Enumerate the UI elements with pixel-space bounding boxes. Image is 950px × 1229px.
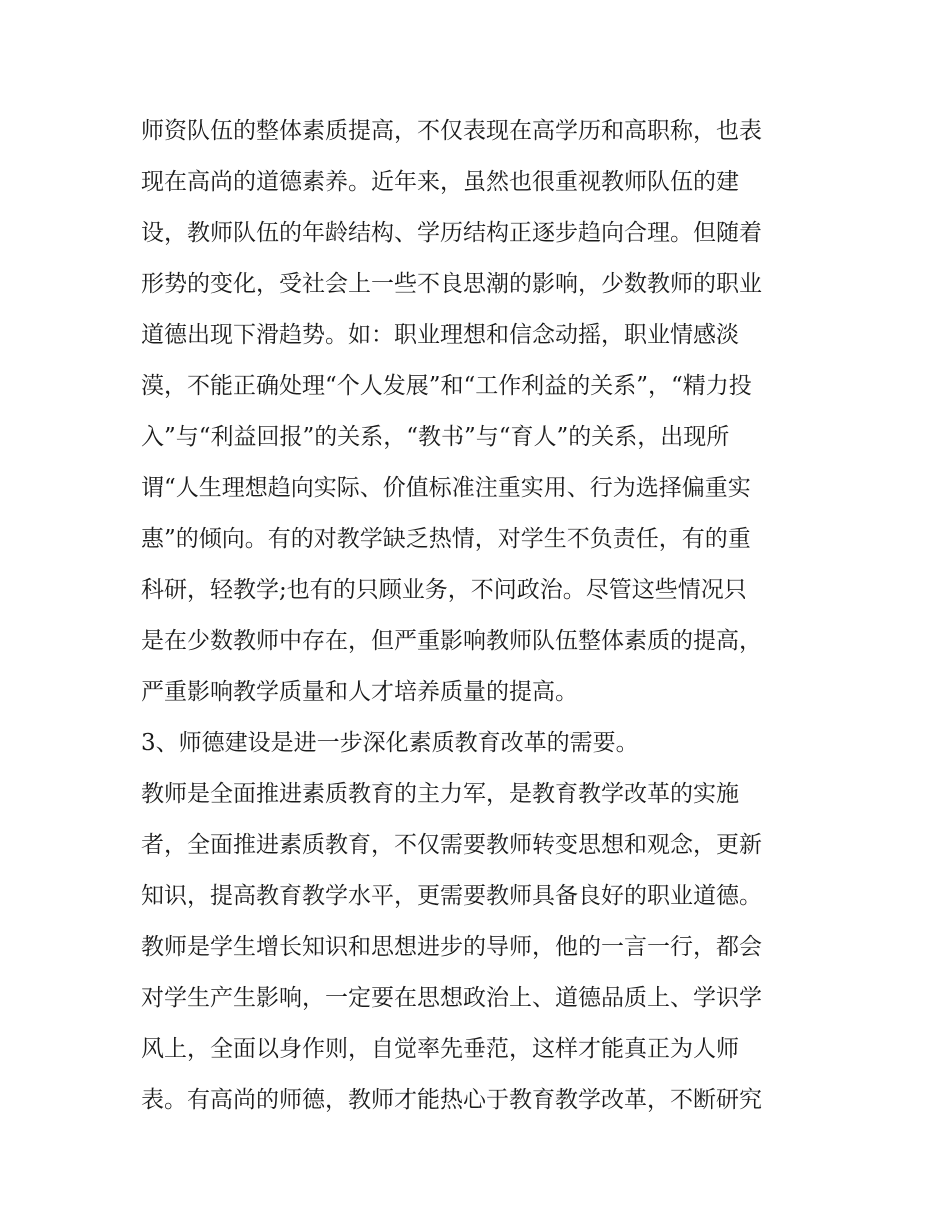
text-line: 风上，全面以身作则，自觉率先垂范，这样才能真正为人师	[141, 1036, 739, 1062]
text-line: 道德出现下滑趋势。如：职业理想和信念动摇，职业情感淡	[141, 322, 739, 348]
text-line: 形势的变化，受社会上一些不良思潮的影响，少数教师的职业	[141, 271, 762, 297]
text-line: 是在少数教师中存在，但严重影响教师队伍整体素质的提高，	[141, 628, 762, 654]
text-line: 教师是全面推进素质教育的主力军，是教育教学改革的实施	[141, 781, 739, 807]
text-line: 谓“人生理想趋向实际、价值标准注重实用、行为选择偏重实	[141, 475, 751, 501]
text-line: 惠”的倾向。有的对教学缺乏热情，对学生不负责任，有的重	[141, 526, 751, 552]
text-line: 入”与“利益回报”的关系，“教书”与“育人”的关系，出现所	[141, 424, 730, 450]
text-line: 师资队伍的整体素质提高，不仅表现在高学历和高职称，也表	[141, 118, 762, 144]
text-line: 科研，轻教学;也有的只顾业务，不问政治。尽管这些情况只	[141, 577, 747, 603]
section-heading: 3、师德建设是进一步深化素质教育改革的需要。	[141, 730, 639, 756]
text-line: 现在高尚的道德素养。近年来，虽然也很重视教师队伍的建	[141, 169, 739, 195]
text-line: 设，教师队伍的年龄结构、学历结构正逐步趋向合理。但随着	[141, 220, 762, 246]
body-text	[141, 106, 821, 1126]
text-line: 对学生产生影响，一定要在思想政治上、道德品质上、学识学	[141, 985, 762, 1011]
text-line: 表。有高尚的师德，教师才能热心于教育教学改革，不断研究	[141, 1087, 762, 1113]
text-line: 知识，提高教育教学水平，更需要教师具备良好的职业道德。	[141, 883, 762, 909]
text-line: 者，全面推进素质教育，不仅需要教师转变思想和观念，更新	[141, 832, 762, 858]
text-line: 严重影响教学质量和人才培养质量的提高。	[141, 679, 578, 705]
text-line: 漠，不能正确处理“个人发展”和“工作利益的关系”，“精力投	[141, 373, 752, 399]
text-line: 教师是学生增长知识和思想进步的导师，他的一言一行，都会	[141, 934, 762, 960]
